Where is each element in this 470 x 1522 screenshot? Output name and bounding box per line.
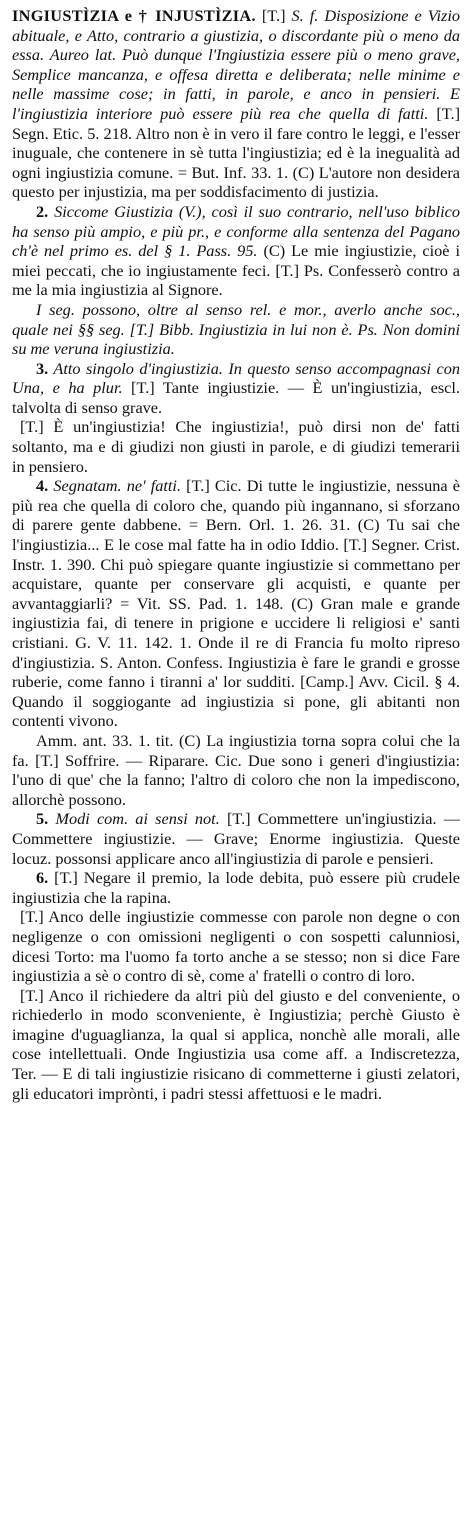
tag-t: [T.] [255, 6, 292, 25]
section-body: [T.] È un'ingiustizia! Che ingiustizia!, può dirsi non de' fatti soltanto, ma e di giudizi non giusti in parole, e di giudizi temerarii in pensiero. [12, 417, 460, 476]
section-heading: Siccome Giustizia (V.), così il suo contrario, nell'uso biblico ha senso più ampio, e più pr., e conforme alla sentenza del Pagano ch'è nel primo es. del § 1. Pass. 95. [12, 201, 460, 261]
section-body: Amm. ant. 33. 1. tit. (C) La ingiustizia torna sopra colui che la fa. [T.] Soffrire. — Riparare. Cic. Due sono i generi d'ingiustizia: l'uno di que' che la fanno; l'altro di coloro che non la impediscono, allorchè possono. [12, 730, 460, 809]
section-6-sub-b [12, 986, 460, 1104]
section-number: 5. [36, 809, 49, 829]
section-2-sub [12, 300, 460, 359]
section-2 [12, 202, 460, 300]
section-body: [T.] Anco delle ingiustizie commesse con parole non degne o con negligenze o con omissioni negligenti o con sospetti calunniosi, dicesi Torto: ma l'uomo fa torto anche a se stesso; non si dice Fare ingiustizia a sè o contro di sè, come a' fratelli o contro di loro. [12, 907, 460, 986]
section-number: 2. [36, 201, 49, 221]
section-body: [T.] Tante ingiustizie. — È un'ingiustizia, escl. talvolta di senso grave. [12, 378, 460, 417]
section-5 [12, 809, 460, 868]
section-body: [T.] Anco il richiedere da altri più del giusto e del conveniente, o richiederlo in modo sconveniente, è Ingiustizia; perchè Giusto è imagine d'uguaglianza, la qual si applica, nonchè alle morali, alle cose intellettuali. Onde Ingiustizia usa come aff. a Indiscretezza, Ter. — E di tali ingiustizie risicano di commetterne i giusti zelatori, gli educatori imprònti, i padri stessi affettuosi e le madri. [12, 985, 460, 1103]
quote: Altro non è in vero il fare contro le leggi, e l'esser inuguale, che contenere in sè tutta l'ingiustizia; ed è la inegualità ad ogni ingiustizia comune. = But. Inf. 33. 1. (C) L'autore non desidera questo per injustizia, ma per soddisfacimento di justizia. [12, 123, 460, 202]
section-heading: Segnatam. ne' fatti. [48, 476, 182, 496]
section-heading: Modi com. ai sensi not. [48, 809, 220, 829]
section-6 [12, 868, 460, 907]
section-heading: Atto singolo d'ingiustizia. In questo senso accompagnasi con Una, e ha plur. [12, 358, 460, 398]
headword: INGIUSTÌZIA e † INJUSTÌZIA. [12, 6, 256, 25]
citation: [T.] Segn. Etic. 5. 218. [12, 103, 460, 143]
section-4-sub [12, 731, 460, 809]
section-3 [12, 359, 460, 418]
section-body: (C) Le mie ingiustizie, cioè i miei peccati, che io ingiustamente feci. [T.] Ps. Confesserò contro a me la mia ingiustizia al Signore. [12, 241, 461, 300]
section-body: [T.] Cic. Di tutte le ingiustizie, nessuna è più rea che quella di coloro che, quando più ingannano, si sforzano di parere gente dabbene. = Bern. Orl. 1. 26. 31. (C) Tu sai che l'ingiustizia... E le cose mal fatte ha in odio Iddio. [T.] Segner. Crist. Instr. 1. 390. Chi può spiegare quante ingiustizie si commettano per acquistare, quante per conservare gli acquisti, e quante per avvantaggiarli? = Vit. SS. Pad. 1. 148. (C) Gran male e grande ingiustizia fai, di tenere in prigione e uccidere li religiosi e' santi cristiani. G. V. 11. 142. 1. Onde il re di Francia fu molto ripreso d'ingiustizia. S. Anton. Confess. Ingiustizia è fare le grandi e grosse ruberie, come fanno i tiranni a' lor sudditi. [Camp.] Avv. Cicil. § 4. Quando il soggiogante ad ingiustizia si pone, gli abitanti non contenti vivono. [12, 476, 460, 731]
definition: S. f. Disposizione e Vizio abituale, e Atto, contrario a giustizia, o discordante più o meno da essa. Aureo lat. Può dunque l'Ingiustizia essere più o meno grave, Semplice mancanza, e offesa diretta e deliberata; nelle minime e nelle massime cose; in fatti, in parole, e anco in pensieri. E l'ingiustizia interiore può essere più rea che quella di fatti. [12, 6, 460, 123]
section-4 [12, 476, 460, 731]
section-number: 3. [36, 358, 49, 378]
section-body: [T.] Commettere un'ingiustizia. — Commettere ingiustizie. — Grave; Enorme ingiustizia. Queste locuz. possonsi applicare anco all'ingiustizia di parole e pensieri. [12, 809, 460, 868]
section-body: I seg. possono, oltre al senso rel. e mor., averlo anche soc., quale nei §§ seg. [T.] Bibb. Ingiustizia in lui non è. Ps. Non domini su me veruna ingiustizia. [12, 299, 460, 359]
section-6-sub-a [12, 907, 460, 985]
section-body: [T.] Negare il premio, la lode debita, può essere più crudele ingiustizia che la rapina. [12, 868, 460, 907]
entry-intro [12, 6, 460, 202]
section-number: 4. [36, 476, 49, 496]
section-3-sub [12, 417, 460, 476]
section-number: 6. [36, 868, 49, 888]
